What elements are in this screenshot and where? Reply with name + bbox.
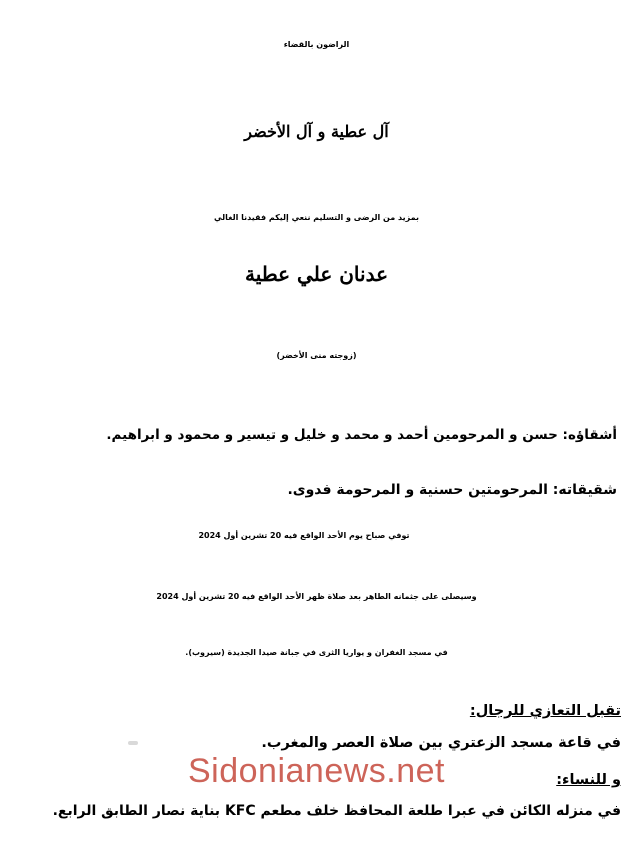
men-condolences-heading: تقبل التعازي للرجال: [469,703,621,719]
families-title: آل عطية و آل الأخضر [244,122,389,141]
deceased-name: عدنان علي عطية [244,262,389,286]
wife-name: (زوجته منى الأخضر) [276,351,357,360]
women-condolences-place: في منزله الكائن في عبرا طلعة المحافظ خلف مطعم KFC بناية نصار الطابق الرابع. [52,803,621,819]
burial-place: في مسجد الغفران و يواريا الثرى في جبانة صيدا الجديدة (سيروب). [185,648,448,657]
brothers-list: أشقاؤه: حسن و المرحومين أحمد و محمد و خليل و تيسير و محمود و ابراهيم. [106,427,617,443]
site-watermark: Sidonianews.net [187,752,445,790]
women-condolences-heading: و للنساء: [556,772,621,788]
death-date: توفي صباح يوم الأحد الواقع فيه 20 تشرين أول 2024 [198,531,410,540]
notice-heading: الراضون بالقضاء [283,40,350,49]
sisters-list: شقيقاته: المرحومتين حسنية و المرحومة فدوى. [287,482,617,498]
men-condolences-place: في قاعة مسجد الزعتري بين صلاة العصر والمغرب. [261,735,621,751]
scan-speck [128,741,138,745]
funeral-prayer: وسيصلى على جثمانه الطاهر بعد صلاة ظهر الأحد الواقع فيه 20 تشرين أول 2024 [156,592,477,601]
announcement-text: بمزيد من الرضى و التسليم ننعي إليكم فقيدنا الغالي [214,213,419,222]
